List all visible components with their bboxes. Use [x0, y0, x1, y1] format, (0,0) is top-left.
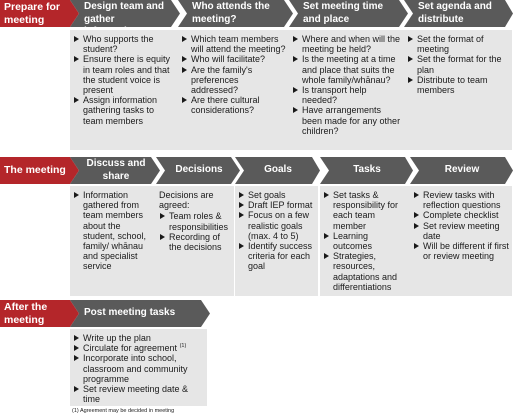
list-item: Will be different if first or review meeting — [413, 241, 509, 261]
box-set-meeting — [289, 30, 404, 150]
list-item: Set the format of meeting — [407, 34, 509, 54]
list-item — [73, 343, 204, 353]
phase-label-meeting: The meeting — [4, 164, 66, 176]
list-item: Team roles & responsibilities — [159, 211, 231, 231]
list-item: Draft IEP format — [238, 200, 315, 210]
footnote-text: Agreement may be decided in meeting — [79, 408, 175, 414]
list-item: Distribute to team members — [407, 75, 509, 95]
list-item: Information gathered from team members about the student, school, family/ whānau and specialist service — [73, 190, 154, 272]
step-title-who-attends: Who attends the meeting? — [192, 1, 270, 25]
list-item: Set tasks & responsibility for each team member — [323, 190, 407, 231]
phase-label-prepare: Prepare for meeting — [4, 1, 61, 26]
list-item: Ensure there is equity in team roles and that the student voice is present — [73, 54, 175, 95]
list-item: Have arrangements been made for any other children? — [292, 105, 401, 136]
step-title-discuss: Discuss and share — [86, 158, 146, 182]
step-title-design-team: Design team and gather — [84, 1, 165, 25]
step-title-review: Review — [444, 164, 480, 175]
box-who-attends — [178, 30, 289, 150]
step-set-meeting — [289, 0, 409, 27]
phase-meeting — [0, 157, 80, 184]
step-post-meeting — [70, 300, 211, 327]
box-post-meeting — [70, 329, 207, 406]
box-design-team — [70, 30, 178, 150]
step-title-set-meeting: Set meeting time and place — [303, 1, 384, 25]
list-item: Set review meeting date & time — [73, 384, 204, 404]
box-goals — [235, 186, 318, 296]
box-set-agenda — [404, 30, 512, 150]
list-item: Complete checklist — [413, 210, 509, 220]
box-discuss — [70, 186, 157, 296]
phase-prepare — [0, 0, 80, 27]
phase-label-after: After the meeting — [4, 301, 48, 326]
box-tasks — [320, 186, 410, 296]
step-who-attends — [178, 0, 294, 27]
list-item: Identify success criteria for each goal — [238, 241, 315, 272]
step-tasks — [320, 157, 414, 184]
list-item: Who supports the student? — [73, 34, 175, 54]
decisions-intro: Decisions are agreed: — [159, 190, 214, 211]
step-title-decisions: Decisions — [175, 164, 223, 175]
list-item: Incorporate into school, classroom and community programme — [73, 353, 204, 384]
step-title-tasks: Tasks — [353, 164, 381, 175]
list-item: Who will facilitate? — [181, 54, 286, 64]
list-item: Are there cultural considerations? — [181, 95, 286, 115]
list-item: Where and when will the meeting be held? — [292, 34, 401, 54]
phase-after — [0, 300, 80, 327]
list-item: Recording of the decisions — [159, 232, 231, 252]
list-item: Review tasks with reflection questions — [413, 190, 509, 210]
list-item: Write up the plan — [73, 333, 204, 343]
list-item: Are the family's preferences addressed? — [181, 65, 286, 96]
list-item: Set the format for the plan — [407, 54, 509, 74]
step-discuss — [70, 157, 161, 184]
list-item: Strategies, resources, adaptations and differentiations — [323, 251, 407, 292]
box-review — [410, 186, 512, 296]
list-item: Set review meeting date — [413, 221, 509, 241]
list-item: Focus on a few realistic goals (max. 4 to 5) — [238, 210, 315, 241]
step-title-post-meeting: Post meeting tasks — [84, 307, 176, 318]
box-decisions — [156, 186, 234, 296]
list-item: Is the meeting at a time and place that suits the whole family/whānau? — [292, 54, 401, 85]
list-item: Which team members will attend the meeting? — [181, 34, 286, 54]
step-review — [410, 157, 514, 184]
list-item: Assign information gathering tasks to team members — [73, 95, 175, 126]
step-title-set-agenda: Set agenda and distribute — [418, 1, 492, 25]
footnote-ref: (1) — [179, 343, 187, 350]
step-decisions — [156, 157, 241, 184]
step-set-agenda — [404, 0, 514, 27]
list-item: Is transport help needed? — [292, 85, 401, 105]
list-item: Set goals — [238, 190, 315, 200]
circulate-text: Circulate for agreement — [83, 343, 178, 354]
footnote-marker: (1) — [72, 408, 79, 414]
footnote — [72, 408, 174, 414]
step-goals — [235, 157, 321, 184]
list-item: Learning outcomes — [323, 231, 407, 251]
step-title-goals: Goals — [264, 164, 292, 175]
step-design-team — [70, 0, 181, 27]
